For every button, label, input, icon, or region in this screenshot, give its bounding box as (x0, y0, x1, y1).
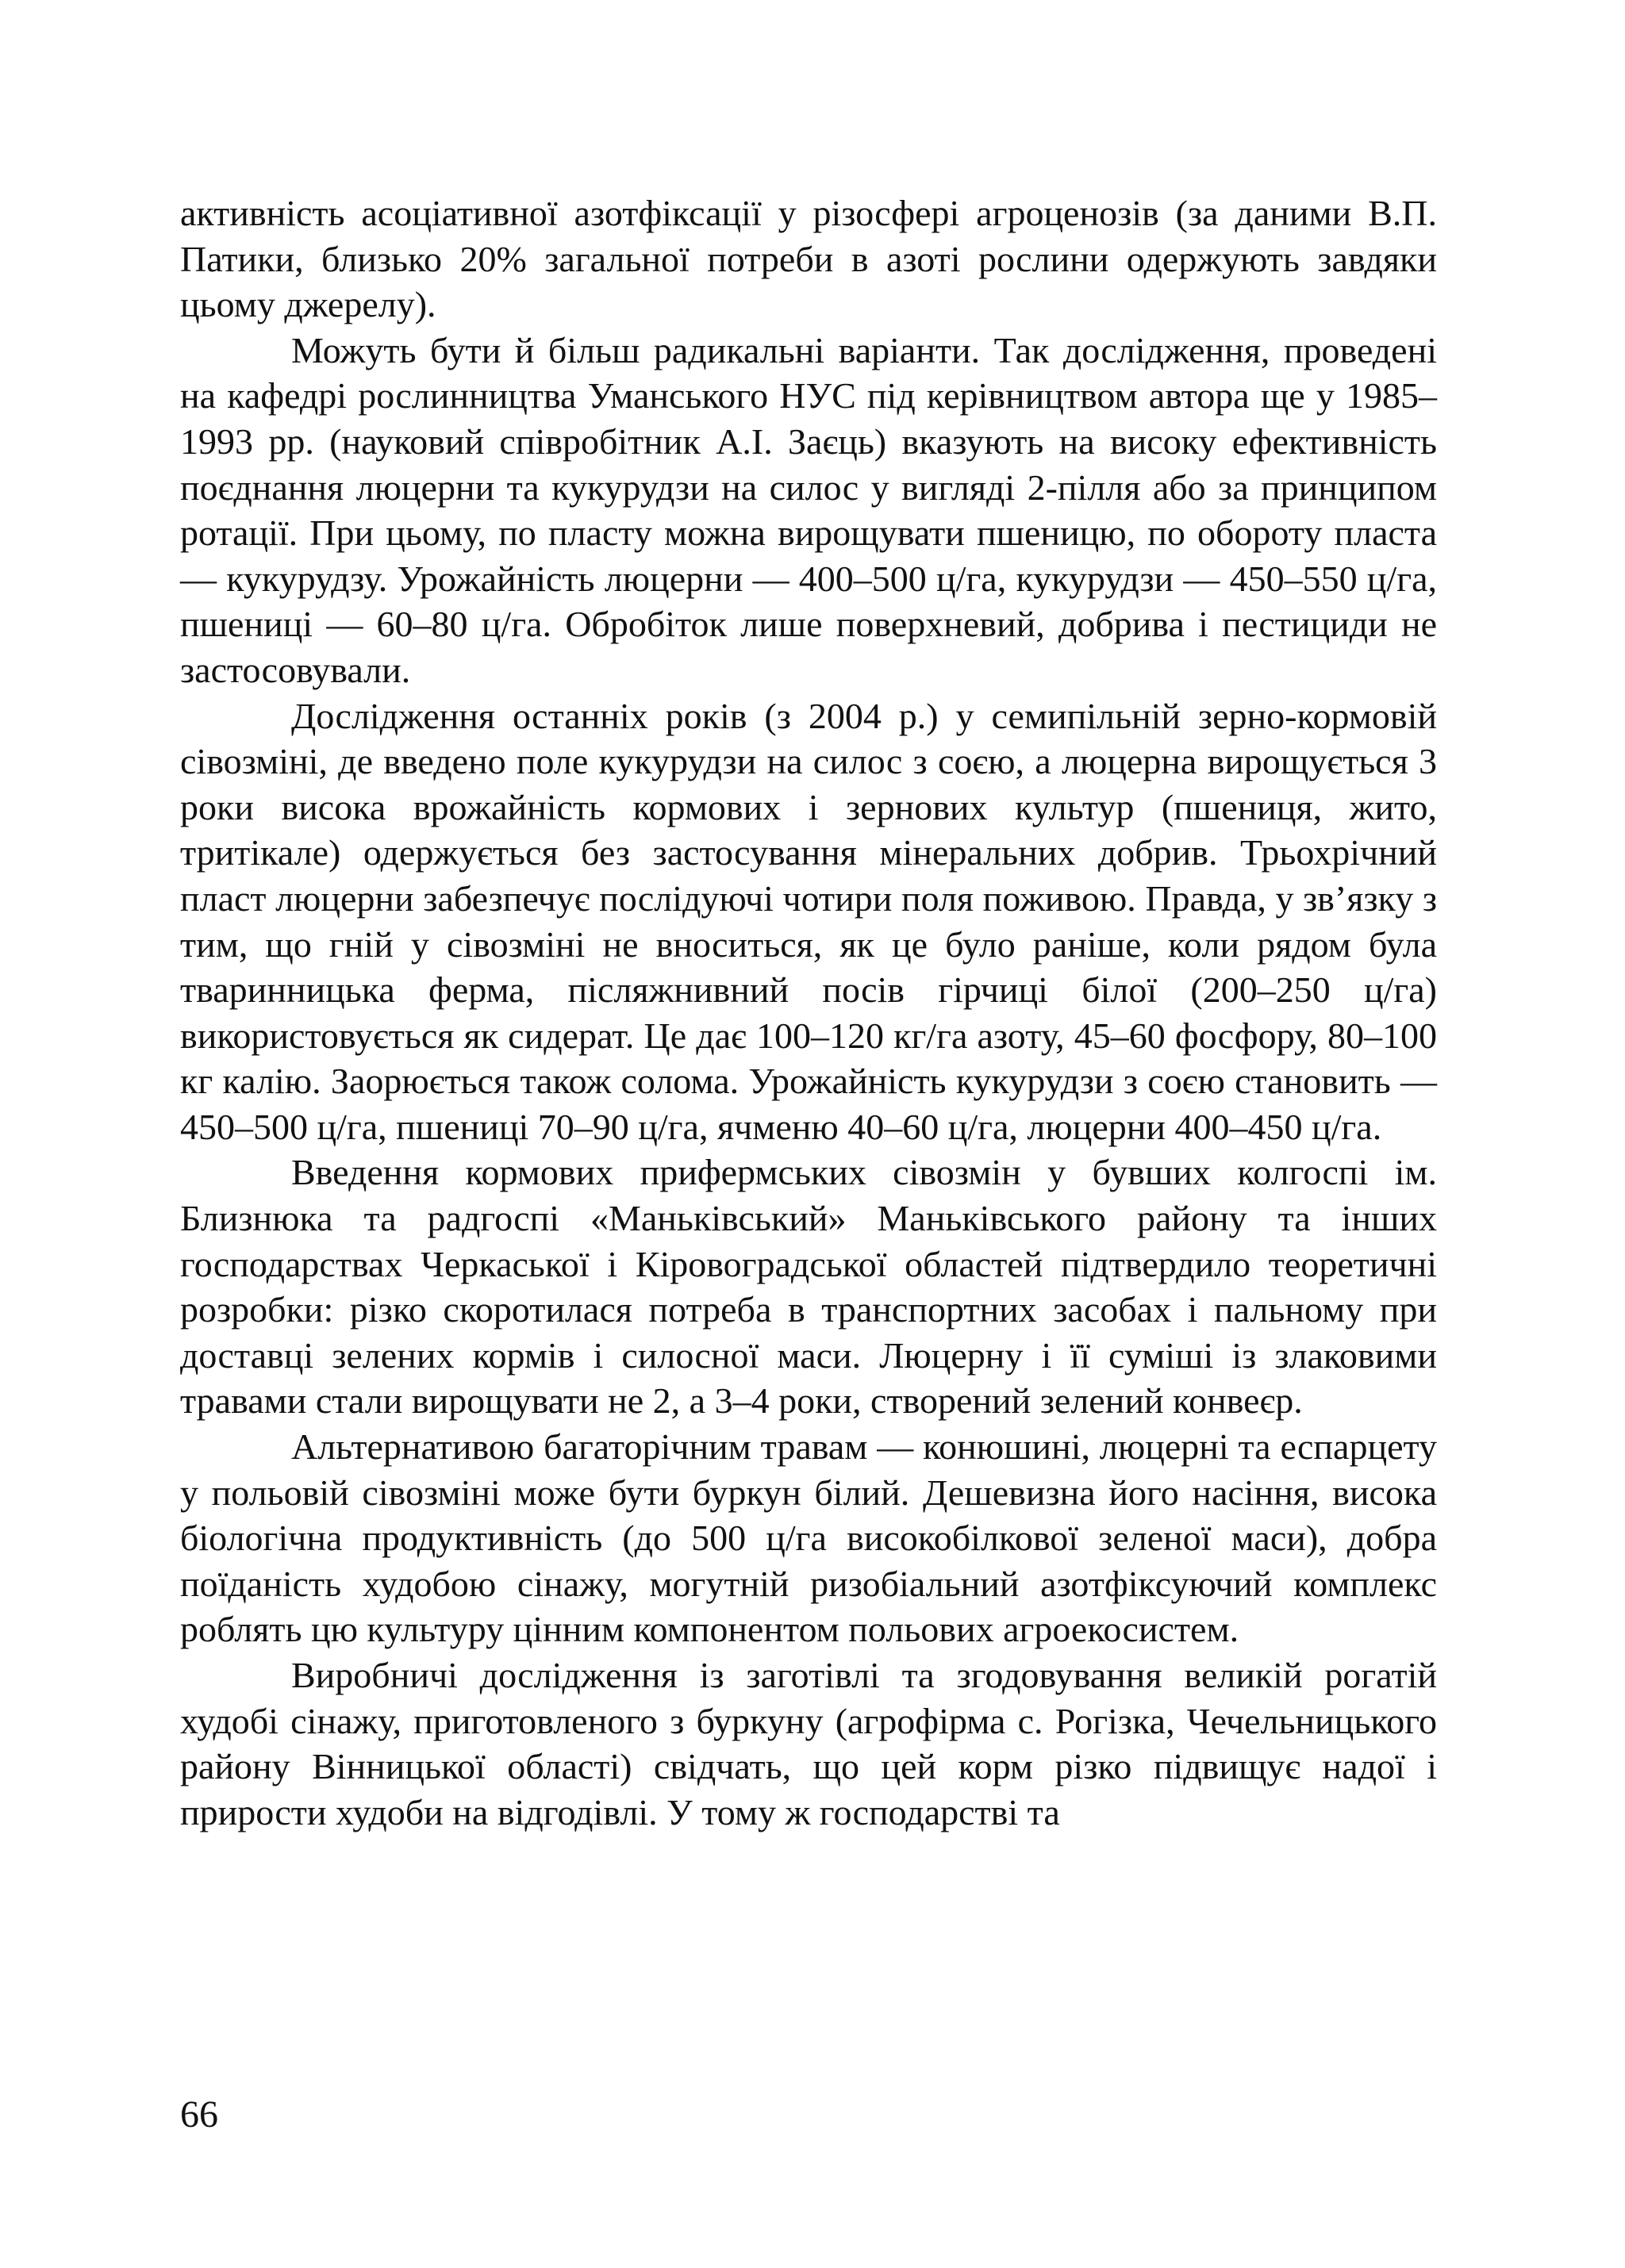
paragraph-continuation: активність асоціативної азотфіксації у різосфері агроценозів (за даними В.П. Патики, близько 20% загальної потреби в азоті рослини одержують завдяки цьому джерелу). (180, 193, 1437, 325)
paragraph-recent-research: Дослідження останніх років (з 2004 р.) у семипільній зерно-кормовій сівозміні, де введено поле кукурудзи на силос з соєю, а люцерна вирощується 3 роки висока врожайність кормових і зернових культур (пшениця, жито, тритікале) одержується без застосування мінеральних добрив. Трьохрічний пласт люцерни забезпечує послідуючі чотири поля поживою. Правда, у зв’язку з тим, що гній у сівозміні не вноситься, як це було раніше, коли рядом була тваринницька ферма, післяжнивний посів гірчиці білої (200–250 ц/га) використовується як сидерат. Це дає 100–120 кг/га азоту, 45–60 фосфору, 80–100 кг калію. Заорюється також солома. Урожайність кукурудзи з соєю становить — 450–500 ц/га, пшениці 70–90 ц/га, ячменю 40–60 ц/га, люцерни 400–450 ц/га. (180, 695, 1437, 1147)
page-body (180, 190, 1437, 1835)
paragraph-sweet-clover: Альтернативою багаторічним травам — конюшині, люцерні та еспарцету у польовій сівозміні може бути буркун білий. Дешевизна його насіння, висока біологічна продуктивність (до 500 ц/га високобілкової зеленої маси), добра поїданість худобою сінажу, могутній ризобіальний азотфіксуючий комплекс роблять цю культуру цінним компонентом польових агроекосистем. (180, 1426, 1437, 1650)
paragraph-radical-variants: Можуть бути й більш радикальні варіанти. Так дослідження, проведені на кафедрі рослинництва Уманського НУС під керівництвом автора ще у 1985–1993 рр. (науковий співробітник А.І. Заєць) вказують на високу ефективність поєднання люцерни та кукурудзи на силос у вигляді 2-пілля або за принципом ротації. При цьому, по пласту можна вирощувати пшеницю, по обороту пласта — кукурудзу. Урожайність люцерни — 400–500 ц/га, кукурудзи — 450–550 ц/га, пшениці — 60–80 ц/га. Обробіток лише поверхневий, добрива і пестициди не застосовували. (180, 329, 1437, 690)
page-number: 66 (180, 2093, 218, 2136)
paragraph-production-research: Виробничі дослідження із заготівлі та згодовування великій рогатій худобі сінажу, приготовленого з буркуну (агрофірма с. Рогізка, Чечельницького району Вінницької області) свідчать, що цей корм різко підвищує надої і прирости худоби на відгодівлі. У тому ж господарстві та (180, 1655, 1437, 1832)
paragraph-feed-rotations: Введення кормових прифермських сівозмін у бувших колгоспі ім. Близнюка та радгоспі «Маньківський» Маньківського району та інших господарствах Черкаської і Кіровоградської областей підтвердило теоретичні розробки: різко скоротилася потреба в транспортних засобах і пальному при доставці зелених кормів і силосної маси. Люцерну і її суміші із злаковими травами стали вирощувати не 2, а 3–4 роки, створений зелений конвеєр. (180, 1152, 1437, 1422)
